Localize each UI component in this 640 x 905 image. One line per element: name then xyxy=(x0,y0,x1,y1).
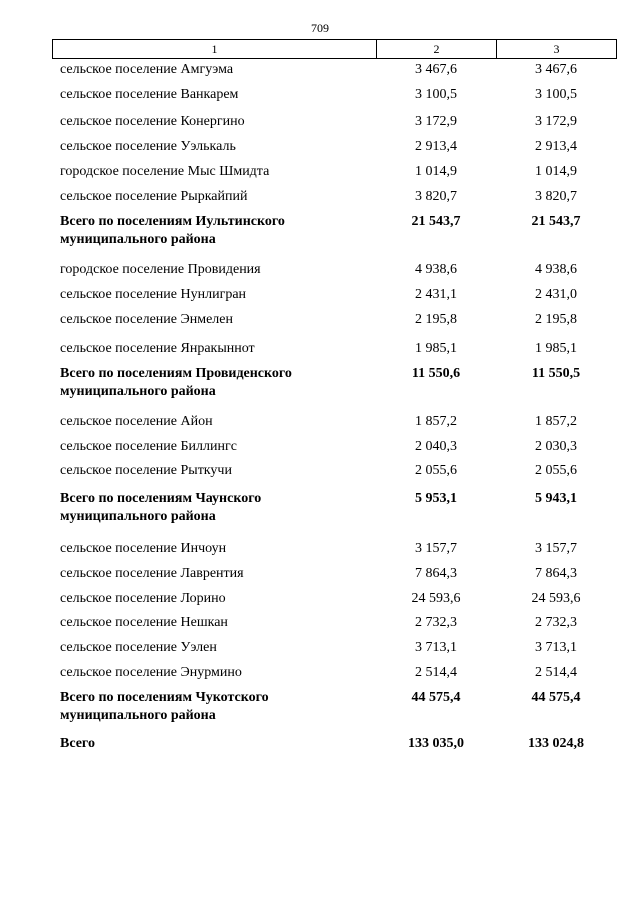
value-col-3: 11 550,5 xyxy=(531,366,581,381)
settlement-name: сельское поселение Лаврентия xyxy=(60,566,244,581)
value-col-3: 21 543,7 xyxy=(531,214,581,229)
value-col-3: 133 024,8 xyxy=(528,736,584,751)
value-col-2: 3 467,6 xyxy=(415,62,457,77)
settlement-name: сельское поселение Уэлькаль xyxy=(60,139,236,154)
page-number: 709 xyxy=(311,21,329,35)
value-col-3: 1 985,1 xyxy=(535,341,577,356)
column-header-2: 2 xyxy=(377,40,497,58)
settlement-name: сельское поселение Конергино xyxy=(60,114,245,129)
value-col-3: 2 514,4 xyxy=(535,665,577,680)
value-col-2: 3 713,1 xyxy=(415,640,457,655)
settlement-name: сельское поселение Амгуэма xyxy=(60,62,234,77)
value-col-2: 2 913,4 xyxy=(415,139,457,154)
value-col-3: 2 030,3 xyxy=(535,439,577,454)
value-col-3: 3 467,6 xyxy=(535,62,577,77)
column-header-1: 1 xyxy=(53,40,377,58)
district-total-label: Всего по поселениям Чукотского муниципального района xyxy=(60,690,269,723)
value-col-3: 3 172,9 xyxy=(535,114,577,129)
district-total-label: Всего по поселениям Провиденского муниципального района xyxy=(60,366,292,399)
value-col-2: 2 040,3 xyxy=(415,439,457,454)
settlement-name: сельское поселение Инчоун xyxy=(60,541,227,556)
settlement-name: сельское поселение Айон xyxy=(60,414,213,429)
value-col-2: 3 100,5 xyxy=(415,87,457,102)
value-col-3: 4 938,6 xyxy=(535,262,577,277)
value-col-3: 2 732,3 xyxy=(535,615,577,630)
settlement-name: сельское поселение Биллингс xyxy=(60,439,237,454)
value-col-3: 2 913,4 xyxy=(535,139,577,154)
value-col-3: 2 195,8 xyxy=(535,312,577,327)
value-col-3: 2 431,0 xyxy=(535,287,577,302)
settlement-name: сельское поселение Ванкарем xyxy=(60,87,239,102)
settlement-name: сельское поселение Лорино xyxy=(60,591,226,606)
district-total-label: Всего по поселениям Чаунского муниципального района xyxy=(60,491,262,524)
district-total-label: Всего по поселениям Иультинского муниципального района xyxy=(60,214,285,247)
value-col-3: 3 157,7 xyxy=(535,541,577,556)
value-col-3: 3 820,7 xyxy=(535,189,577,204)
value-col-2: 7 864,3 xyxy=(415,566,457,581)
value-col-3: 2 055,6 xyxy=(535,463,577,478)
value-col-2: 133 035,0 xyxy=(408,736,464,751)
value-col-3: 24 593,6 xyxy=(531,591,581,606)
settlement-name: сельское поселение Янракыннот xyxy=(60,341,255,356)
settlement-name: сельское поселение Нешкан xyxy=(60,615,228,630)
value-col-2: 2 055,6 xyxy=(415,463,457,478)
value-col-2: 44 575,4 xyxy=(411,690,461,705)
value-col-3: 1 857,2 xyxy=(535,414,577,429)
settlement-name: городское поселение Мыс Шмидта xyxy=(60,164,270,179)
value-col-3: 44 575,4 xyxy=(531,690,581,705)
value-col-2: 11 550,6 xyxy=(411,366,461,381)
value-col-2: 3 157,7 xyxy=(415,541,457,556)
value-col-2: 2 514,4 xyxy=(415,665,457,680)
settlement-name: городское поселение Провидения xyxy=(60,262,261,277)
settlement-name: сельское поселение Рыркайпий xyxy=(60,189,248,204)
value-col-2: 3 172,9 xyxy=(415,114,457,129)
value-col-2: 4 938,6 xyxy=(415,262,457,277)
value-col-3: 7 864,3 xyxy=(535,566,577,581)
settlement-name: сельское поселение Нунлигран xyxy=(60,287,247,302)
value-col-2: 1 857,2 xyxy=(415,414,457,429)
value-col-2: 1 985,1 xyxy=(415,341,457,356)
value-col-3: 3 713,1 xyxy=(535,640,577,655)
value-col-2: 3 820,7 xyxy=(415,189,457,204)
column-header-3: 3 xyxy=(553,42,560,56)
settlement-name: сельское поселение Энурмино xyxy=(60,665,242,680)
value-col-2: 2 431,1 xyxy=(415,287,457,302)
value-col-2: 24 593,6 xyxy=(411,591,461,606)
value-col-3: 3 100,5 xyxy=(535,87,577,102)
grand-total-label: Всего xyxy=(60,736,95,751)
value-col-2: 2 195,8 xyxy=(415,312,457,327)
table-header xyxy=(52,39,617,59)
settlement-name: сельское поселение Энмелен xyxy=(60,312,233,327)
value-col-2: 21 543,7 xyxy=(411,214,461,229)
value-col-3: 1 014,9 xyxy=(535,164,577,179)
value-col-3: 5 943,1 xyxy=(535,491,577,506)
value-col-2: 5 953,1 xyxy=(415,491,457,506)
value-col-2: 2 732,3 xyxy=(415,615,457,630)
value-col-2: 1 014,9 xyxy=(415,164,457,179)
settlement-name: сельское поселение Уэлен xyxy=(60,640,217,655)
settlement-name: сельское поселение Рыткучи xyxy=(60,463,232,478)
